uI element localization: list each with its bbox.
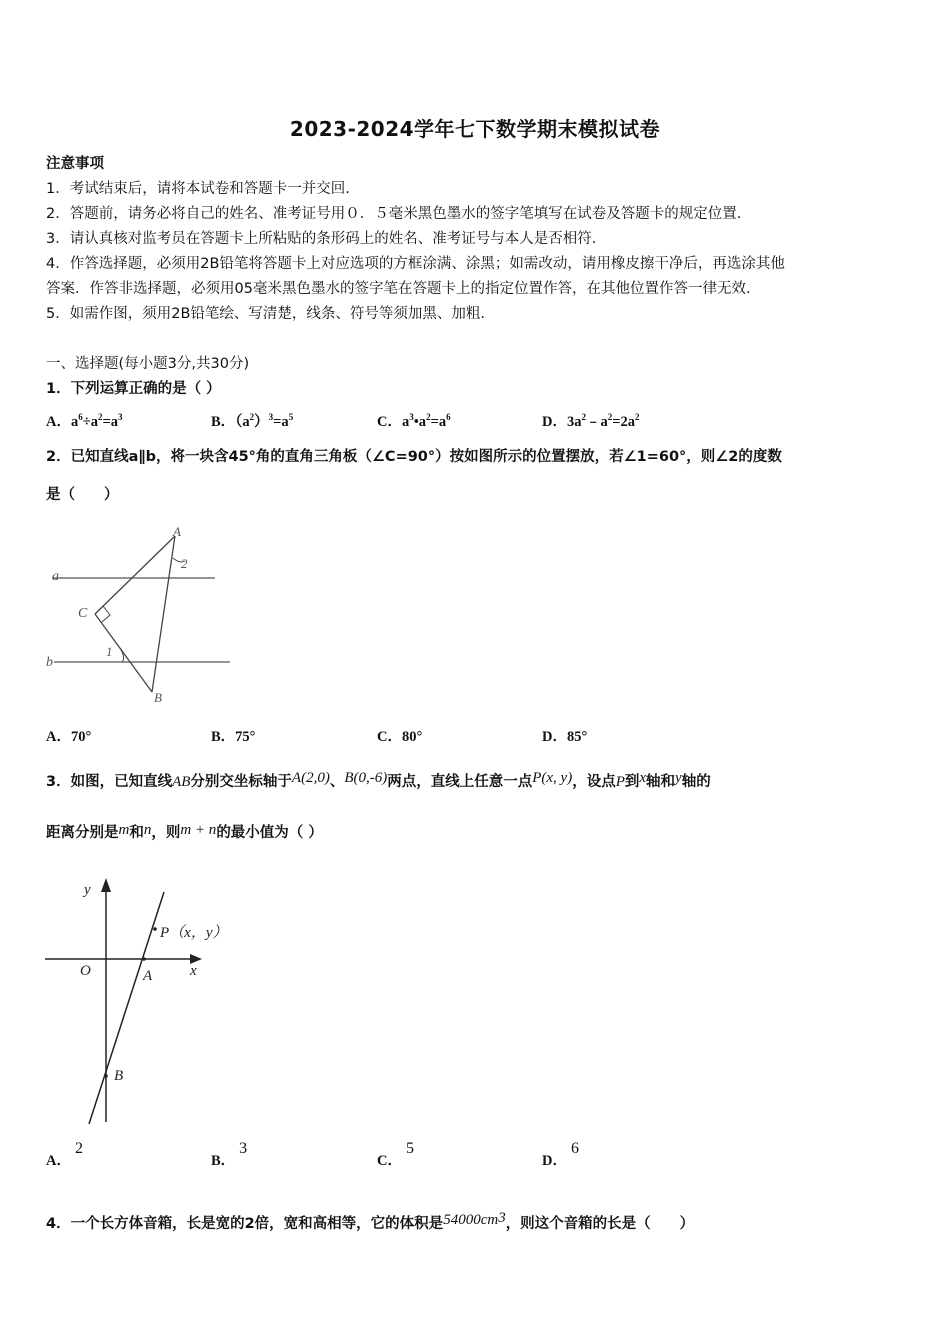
label-2: 2	[181, 556, 188, 571]
label-b: b	[46, 655, 53, 670]
q1-option-b[interactable]: B．$(a^2)^3=a^5$	[211, 412, 294, 430]
question-2-stem-cont: 是（ ）	[46, 487, 119, 503]
question-1-stem: 1．下列运算正确的是（ ）	[46, 381, 221, 397]
label-B: B	[154, 690, 162, 705]
point-p	[153, 927, 157, 931]
q2-option-a[interactable]: A．70°	[46, 729, 92, 745]
y-axis-arrow	[101, 878, 111, 892]
notice-item: 2．答题前，请务必将自己的姓名、准考证号用０．５毫米黑色墨水的签字笔填写在试卷及答题卡的规定位置.	[46, 206, 742, 222]
line-ab	[89, 892, 164, 1124]
q2-option-b[interactable]: B．75°	[211, 729, 256, 745]
label-b: B	[114, 1068, 124, 1084]
question-2-stem: 2．已知直线a∥b，将一块含45°角的直角三角板（∠C=90°）按如图所示的位置摆放，若∠1=60°，则∠2的度数	[46, 449, 782, 465]
question-3-stem: 3．如图，已知直线AB分别交坐标轴于A(2,0)、B(0,-6)两点，直线上任意一点P(x, y)，设点P到x轴和y轴的	[46, 770, 711, 790]
notice-item: 3．请认真核对监考员在答题卡上所粘贴的条形码上的姓名、准考证号与本人是否相符.	[46, 231, 597, 247]
question-4-stem: 4．一个长方体音箱，长是宽的2倍，宽和高相等，它的体积是$54000cm^3$，则这个音箱的长是（ ）	[46, 1210, 695, 1232]
q2-figure	[40, 520, 240, 710]
page-title: 2023-2024学年七下数学期末模拟试卷	[289, 117, 661, 141]
q1-option-c[interactable]: C．$a^3•a^2=a^6$	[377, 412, 451, 430]
question-3-stem-cont: 距离分别是m和n，则m + n的最小值为（ ）	[46, 822, 323, 841]
label-A: A	[173, 524, 181, 539]
q1-option-a[interactable]: A．$a^6\div a^2=a^3$	[46, 412, 123, 430]
label-a: a	[52, 569, 59, 584]
right-angle-mark	[102, 606, 110, 622]
q3-option-d[interactable]: D．6	[542, 1140, 579, 1169]
notice-item: 4．作答选择题，必须用2B铅笔将答题卡上对应选项的方框涂满、涂黑；如需改动，请用橡皮擦干净后，再选涂其他	[46, 256, 785, 272]
label-y: y	[84, 882, 91, 898]
q3-figure	[40, 872, 260, 1130]
label-o: O	[80, 963, 91, 979]
q1-option-d[interactable]: D．$3a^2﹣a^2=2a^2$	[542, 412, 640, 430]
notice-item: 5．如需作图，须用2B铅笔绘、写清楚，线条、符号等须加黑、加粗.	[46, 306, 486, 322]
q2-option-d[interactable]: D．85°	[542, 729, 588, 745]
label-p: P（x，y）	[160, 925, 228, 941]
point-b	[104, 1074, 108, 1078]
section-heading: 一、选择题(每小题3分,共30分)	[46, 356, 250, 372]
notice-item: 1．考试结束后，请将本试卷和答题卡一并交回.	[46, 181, 350, 197]
label-x: x	[190, 963, 197, 979]
q3-option-a[interactable]: A．2	[46, 1140, 83, 1169]
point-a	[142, 957, 146, 961]
q2-option-c[interactable]: C．80°	[377, 729, 423, 745]
q3-option-c[interactable]: C．5	[377, 1140, 414, 1169]
notice-heading: 注意事项	[46, 156, 104, 172]
label-a: A	[143, 968, 153, 984]
side-ab	[152, 536, 175, 692]
side-cb	[95, 614, 152, 692]
q3-option-b[interactable]: B．3	[211, 1140, 248, 1169]
label-1: 1	[106, 644, 113, 659]
side-ac	[95, 536, 175, 614]
notice-item: 答案．作答非选择题，必须用05毫米黑色墨水的签字笔在答题卡上的指定位置作答，在其他位置作答一律无效.	[46, 281, 751, 297]
label-C: C	[78, 606, 88, 621]
